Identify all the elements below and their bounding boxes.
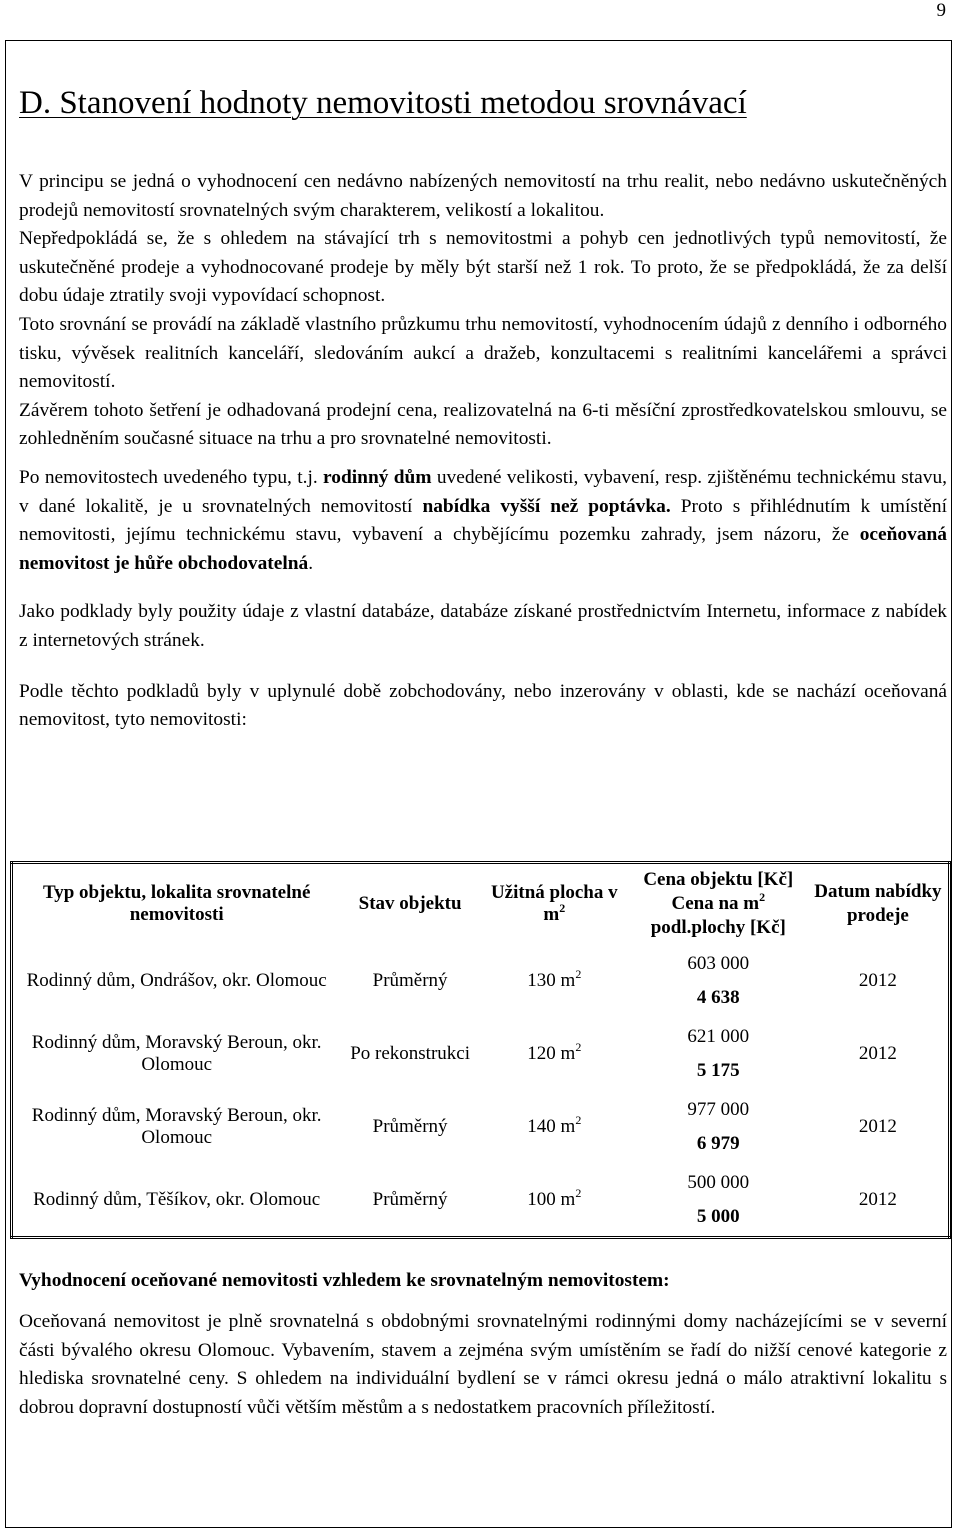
row-year: 2012 [858, 1042, 897, 1064]
header-date: Datum nabídky prodeje [814, 881, 942, 926]
row-price [629, 944, 808, 1017]
section-heading: D. Stanovení hodnoty nemovitosti metodou srovnávací [19, 85, 747, 121]
row-price-total: 603 000 [687, 952, 750, 974]
row-price-m2: 5 175 [696, 1059, 740, 1081]
paragraph-sources: Jako podklady byly použity údaje z vlastní databáze, databáze získané prostřednictvím Internetu, informace z nabídek z internetových stránek. [19, 601, 947, 651]
paragraph-listing-intro: Podle těchto podkladů byly v uplynulé době zobchodovány, nebo inzerovány v oblasti, kde se nachází oceňovaná nemovitost, tyto nemovitosti: [19, 680, 947, 731]
bold-run: oceňovaná nemovitost je hůře obchodovatelná [19, 524, 947, 574]
row-area [480, 944, 629, 1017]
superscript: 2 [575, 966, 582, 981]
paragraph-market [19, 464, 947, 578]
header-price [629, 863, 808, 945]
row-price [629, 1163, 808, 1238]
row-type: Rodinný dům, Ondrášov, okr. Olomouc [26, 969, 327, 991]
header-type: Typ objektu, lokalita srovnatelné nemovitosti [42, 882, 311, 925]
row-price-total: 977 000 [687, 1098, 750, 1120]
row-price-m2: 4 638 [696, 986, 740, 1008]
row-price-m2: 5 000 [696, 1205, 740, 1227]
row-year: 2012 [858, 1188, 897, 1210]
row-price-m2: 6 979 [696, 1132, 740, 1154]
superscript: 2 [575, 1185, 582, 1200]
text-run: Po nemovitostech uvedeného typu, t.j. [19, 466, 324, 488]
document-body [19, 82, 947, 735]
superscript: 2 [575, 1112, 582, 1127]
row-state: Průměrný [372, 969, 448, 991]
header-price-basis: podl.plochy [Kč] [650, 917, 786, 938]
row-area-value: 130 m [527, 969, 576, 991]
row-type: Rodinný dům, Těšíkov, okr. Olomouc [33, 1188, 321, 1210]
page-number: 9 [936, 0, 946, 21]
header-price-total: Cena objektu [Kč] [643, 869, 794, 890]
header-state: Stav objektu [358, 893, 462, 914]
conclusion-section [19, 1268, 947, 1422]
table-row [12, 1163, 950, 1238]
header-area-label: Užitná plocha v m [490, 882, 618, 925]
text-run: uvedené velikosti, vybavení, resp. zjištěnému technickému stavu, v dané lokalitě, je u srovnatelných nemovitostí [19, 466, 947, 517]
superscript: 2 [759, 890, 766, 904]
table-row [12, 1017, 950, 1090]
row-state: Průměrný [372, 1115, 448, 1137]
superscript: 2 [575, 1039, 582, 1054]
text-run: Proto s přihlédnutím k umístění nemovitosti, jejímu technickému stavu, vybavení a chybějícímu pozemku zahrady, jsem názoru, že [19, 495, 947, 546]
row-state: Průměrný [372, 1188, 448, 1210]
row-type: Rodinný dům, Moravský Beroun, okr. Olomouc [31, 1104, 322, 1148]
header-area [480, 863, 629, 945]
bold-run: nabídka vyšší než poptávka. [422, 495, 671, 517]
row-area [480, 1163, 629, 1238]
row-area-value: 140 m [527, 1115, 576, 1137]
row-price [629, 1017, 808, 1090]
table-row [12, 1090, 950, 1163]
conclusion-text: Oceňovaná nemovitost je plně srovnatelná s obdobnými srovnatelnými rodinnými domy nacházejícími se v severní části bývalého okresu Olomouc. Vybavením, stavem a zejména svým umístěním se řadí do nižší cenové kategorie z hlediska srovnatelné ceny. S ohledem na individuální bydlení se v rámci okresu jedná o málo atraktivní lokalitu s dobrou dopravní dostupností vůči větším městům a s nedostatkem pracovních příležitostí. [19, 1311, 947, 1418]
header-price-m2: Cena na m [671, 893, 760, 914]
row-area-value: 100 m [527, 1188, 576, 1210]
paragraph-result: Závěrem tohoto šetření je odhadovaná prodejní cena, realizovatelná na 6-ti měsíční zprostředkovatelskou smlouvu, se zohledněním současné situace na trhu a pro srovnatelné nemovitosti. [19, 399, 947, 450]
paragraph-age: Nepředpokládá se, že s ohledem na stávající trh s nemovitostmi a pohyb cen jednotlivých typů nemovitostí, že uskutečněné prodeje a vyhodnocované prodeje by měly být starší než 1 rok. To proto, že se předpokládá, že za delší dobu údaje ztratily svoji vypovídací schopnost. [19, 228, 947, 307]
row-price [629, 1090, 808, 1163]
superscript: 2 [559, 901, 566, 915]
row-type: Rodinný dům, Moravský Beroun, okr. Olomouc [31, 1031, 322, 1075]
row-area [480, 1017, 629, 1090]
row-price-total: 500 000 [687, 1171, 750, 1193]
row-price-total: 621 000 [687, 1025, 750, 1047]
row-year: 2012 [858, 1115, 897, 1137]
conclusion-title: Vyhodnocení oceňované nemovitosti vzhledem ke srovnatelným nemovitostem: [19, 1270, 670, 1291]
row-state: Po rekonstrukci [350, 1042, 470, 1064]
paragraph-intro: V principu se jedná o vyhodnocení cen nedávno nabízených nemovitostí na trhu realit, nebo nedávno uskutečněných prodejů nemovitostí srovnatelných svým charakterem, velikostí a lokalitou. [19, 171, 947, 221]
paragraph-method: Toto srovnání se provádí na základě vlastního průzkumu trhu nemovitostí, vyhodnocením údajů z denního i odborného tisku, vývěsek realitních kanceláří, sledováním aukcí a dražeb, konzultacemi s realitními kancelářemi a správci nemovitostí. [19, 313, 947, 393]
row-area [480, 1090, 629, 1163]
comparison-table [10, 861, 951, 1239]
bold-run: rodinný dům [323, 466, 432, 488]
row-year: 2012 [858, 969, 897, 991]
table-header-row [12, 863, 950, 945]
table-row [12, 944, 950, 1017]
row-area-value: 120 m [527, 1042, 576, 1064]
text-run: . [308, 552, 314, 574]
